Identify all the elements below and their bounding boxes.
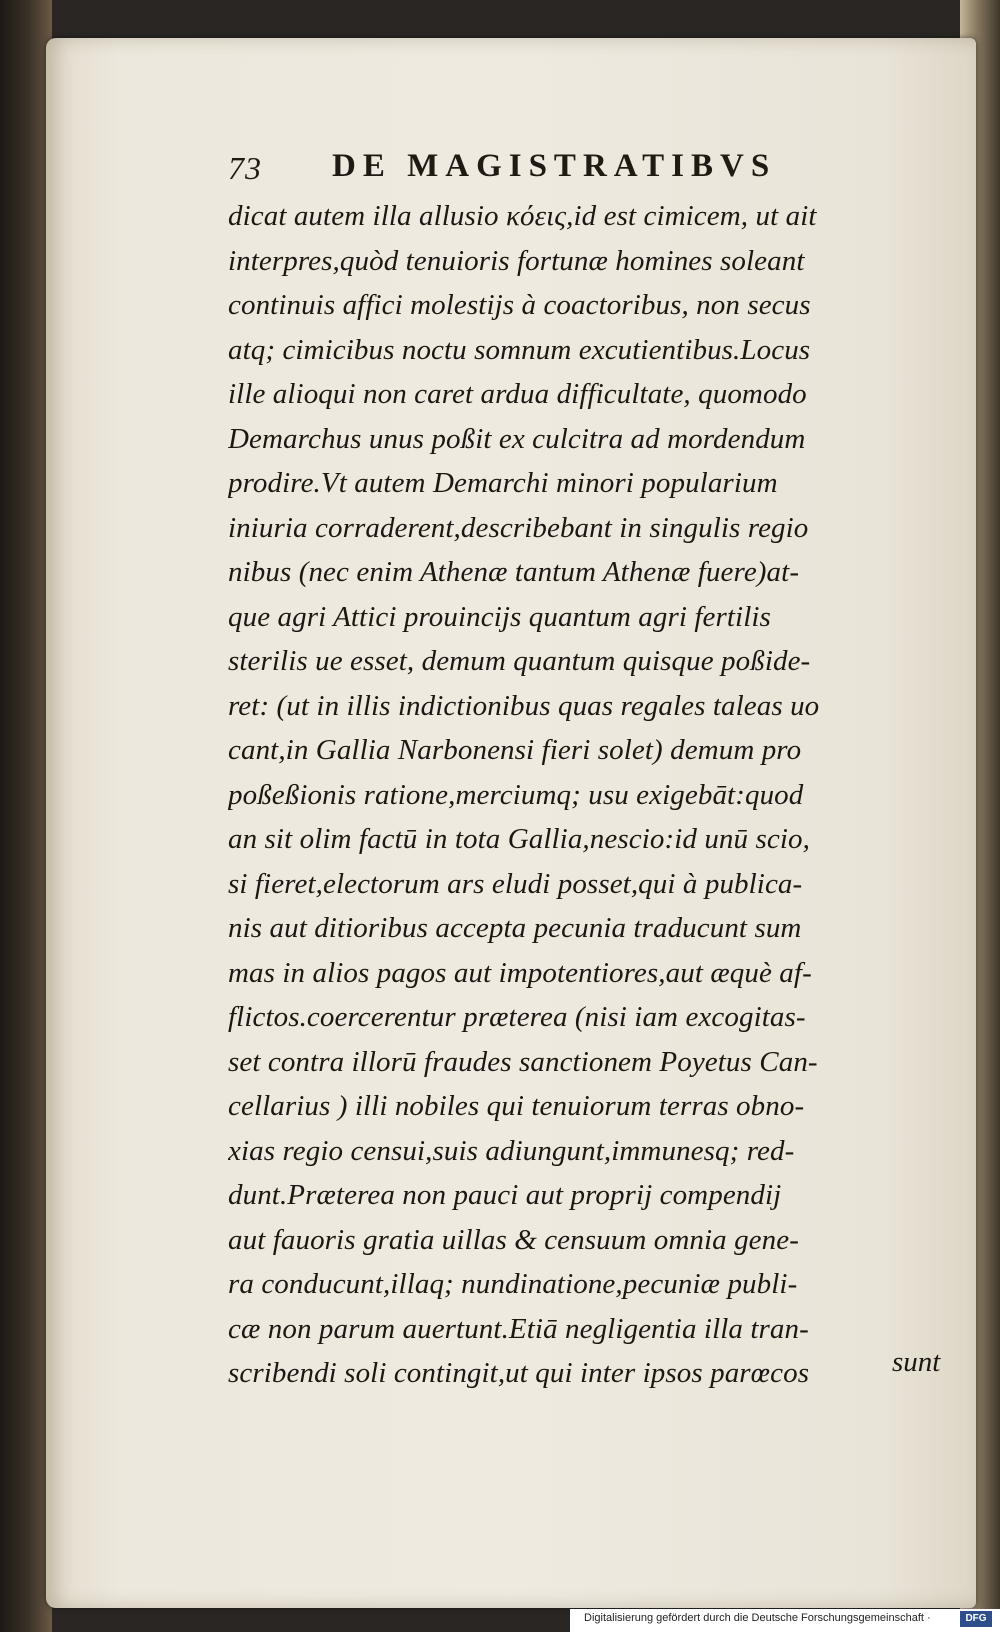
text-line: ille alioqui non caret ardua difficultate, quomodo: [228, 378, 807, 410]
running-head: [228, 148, 868, 192]
text-line: continuis affici molestijs à coactoribus, non secus: [228, 289, 811, 321]
text-line: iniuria corraderent,describebant in singulis regio: [228, 511, 809, 544]
text-line: ra conducunt,illaq; nundinatione,pecuniæ publi-: [228, 1268, 798, 1300]
text-line: cæ non parum auertunt.Etiā negligentia illa tran-: [228, 1312, 809, 1345]
body-text: [228, 194, 952, 1396]
text-line: sterilis ue esset, demum quantum quisque poßide-: [228, 645, 811, 677]
text-line: poßeßionis ratione,merciumq; usu exigebāt:quod: [228, 778, 804, 811]
text-line: mas in alios pagos aut impotentiores,aut æquè af-: [228, 956, 812, 989]
text-line: cant,in Gallia Narbonensi fieri solet) demum pro: [228, 734, 802, 766]
text-line: scribendi soli contingit,ut qui inter ipsos parœcos: [228, 1357, 810, 1389]
text-line: dicat autem illa allusio κόεις,id est cimicem, ut ait: [228, 200, 817, 232]
text-line: Demarchus unus poßit ex culcitra ad mordendum: [228, 422, 806, 455]
text-line: que agri Attici prouincijs quantum agri fertilis: [228, 600, 771, 633]
text-line: atq; cimicibus noctu somnum excutientibus.Locus: [228, 333, 811, 366]
text-line: interpres,quòd tenuioris fortunæ homines soleant: [228, 244, 805, 277]
text-line: si fieret,electorum ars eludi posset,qui à publica-: [228, 867, 803, 900]
text-line: cellarius ) illi nobiles qui tenuiorum terras obno-: [228, 1090, 805, 1122]
text-line: nis aut ditioribus accepta pecunia traducunt sum: [228, 912, 802, 944]
text-line: aut fauoris gratia uillas & censuum omnia gene-: [228, 1223, 799, 1256]
text-line: an sit olim factū in tota Gallia,nescio:id unū scio,: [228, 823, 810, 855]
text-line: xias regio censui,suis adiungunt,immunesq; red-: [228, 1134, 795, 1167]
text-line: flictos.coercerentur præterea (nisi iam excogitas-: [228, 1001, 806, 1033]
catchword: sunt: [892, 1346, 941, 1378]
text-line: set contra illorū fraudes sanctionem Poyetus Can-: [228, 1045, 818, 1078]
dfg-logo: DFG: [960, 1611, 992, 1627]
running-title: DE MAGISTRATIBVS: [332, 148, 777, 184]
page-number: 73: [228, 150, 262, 186]
text-line: prodire.Vt autem Demarchi minori popularium: [228, 467, 778, 499]
text-line: nibus (nec enim Athenæ tantum Athenæ fuere)at-: [228, 556, 800, 588]
text-line: ret: (ut in illis indictionibus quas regales taleas uo: [228, 689, 820, 722]
funding-credit: Digitalisierung gefördert durch die Deutsche Forschungsgemeinschaft ·: [584, 1612, 931, 1624]
text-line: dunt.Præterea non pauci aut proprij compendij: [228, 1179, 782, 1211]
book-edge-left: [0, 0, 52, 1632]
